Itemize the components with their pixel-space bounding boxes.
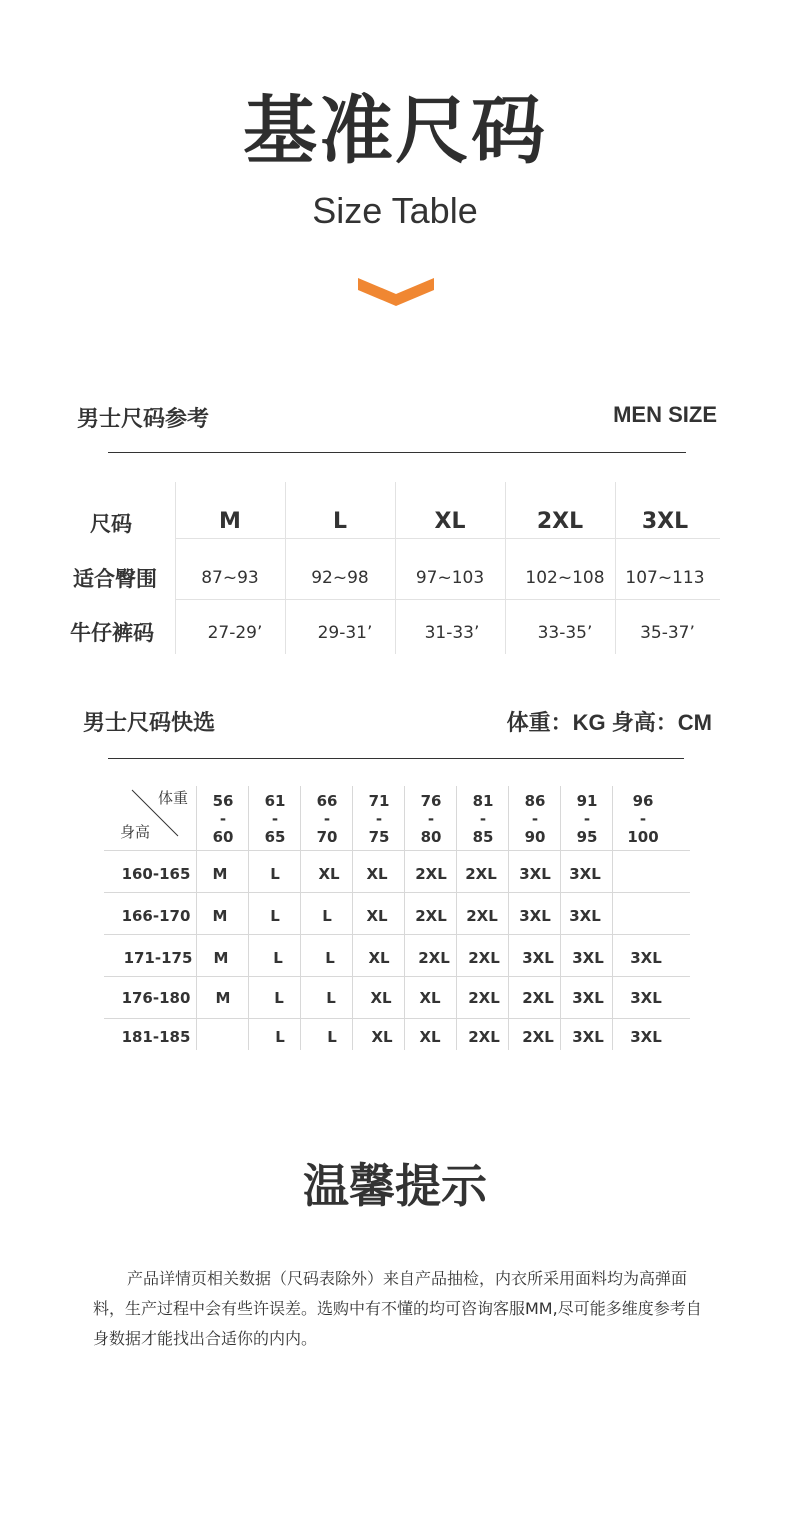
weight-range-end: 80 xyxy=(420,828,442,846)
size-cell: 3XL xyxy=(572,949,604,967)
height-range-label: 181-185 xyxy=(121,1028,191,1046)
weight-range-start: 61 xyxy=(264,792,286,810)
section-units-label: 体重：KG 身高：CM xyxy=(506,710,712,735)
size-header: M xyxy=(219,509,241,534)
size-cell: 2XL xyxy=(468,989,500,1007)
weight-range-end: 85 xyxy=(472,828,494,846)
jeans-value: 27-29’ xyxy=(207,623,263,643)
size-row-label: 尺码 xyxy=(90,512,132,536)
size-cell: 3XL xyxy=(569,865,601,883)
section-men-size-title: 男士尺码参考 xyxy=(77,407,210,432)
weight-axis-label: 体重 xyxy=(158,789,189,807)
weight-range-header xyxy=(457,792,509,846)
weight-range-start: 56 xyxy=(212,792,234,810)
size-header: 3XL xyxy=(641,509,689,534)
weight-range-header xyxy=(509,792,561,846)
weight-range-end: 100 xyxy=(627,828,659,846)
size-cell: 2XL xyxy=(468,949,500,967)
hip-value: 87~93 xyxy=(201,568,259,588)
size-cell: L xyxy=(325,949,335,967)
jeans-value: 29-31’ xyxy=(317,623,373,643)
weight-range-dash: - xyxy=(479,810,487,828)
size-cell: 3XL xyxy=(572,989,604,1007)
size-cell: XL xyxy=(419,1028,441,1046)
weight-range-header xyxy=(613,792,673,846)
size-cell: 3XL xyxy=(519,907,551,925)
size-cell: 3XL xyxy=(630,1028,662,1046)
size-cell: 2XL xyxy=(466,907,498,925)
section-quick-select-title: 男士尺码快选 xyxy=(83,711,216,736)
weight-range-end: 65 xyxy=(264,828,286,846)
size-cell: XL xyxy=(370,989,392,1007)
size-cell: 2XL xyxy=(522,989,554,1007)
page-subtitle: Size Table xyxy=(312,190,478,231)
table-divider xyxy=(104,850,690,851)
size-cell: 2XL xyxy=(415,907,447,925)
size-cell: L xyxy=(275,1028,285,1046)
size-cell: M xyxy=(212,865,228,883)
size-cell: 3XL xyxy=(519,865,551,883)
size-header: 2XL xyxy=(536,509,584,534)
weight-range-header xyxy=(301,792,353,846)
weight-range-dash: - xyxy=(583,810,591,828)
height-range-label: 160-165 xyxy=(121,865,191,883)
size-cell: L xyxy=(326,989,336,1007)
weight-range-start: 96 xyxy=(632,792,654,810)
size-cell: L xyxy=(274,989,284,1007)
size-cell: XL xyxy=(318,865,340,883)
weight-range-header xyxy=(405,792,457,846)
weight-range-header xyxy=(353,792,405,846)
hip-row-label: 适合臀围 xyxy=(73,567,157,591)
table-divider xyxy=(104,892,690,893)
hip-value: 102~108 xyxy=(525,568,605,588)
weight-range-header xyxy=(197,792,249,846)
hip-value: 107~113 xyxy=(625,568,705,588)
size-cell: L xyxy=(270,865,280,883)
size-cell: 2XL xyxy=(522,1028,554,1046)
weight-range-end: 70 xyxy=(316,828,338,846)
weight-range-end: 60 xyxy=(212,828,234,846)
weight-range-start: 66 xyxy=(316,792,338,810)
weight-range-end: 95 xyxy=(576,828,598,846)
jeans-value: 31-33’ xyxy=(424,623,480,643)
weight-range-start: 71 xyxy=(368,792,390,810)
table-divider xyxy=(104,934,690,935)
tips-body: 产品详情页相关数据（尺码表除外）来自产品抽检，内衣所采用面料均为高弹面料，生产过程中会有些许误差。选购中有不懂的均可咨询客服MM,尽可能多维度参考自身数据才能找出合适你的内内。 xyxy=(93,1269,702,1348)
size-cell: L xyxy=(327,1028,337,1046)
size-cell: 2XL xyxy=(468,1028,500,1046)
weight-range-start: 86 xyxy=(524,792,546,810)
weight-range-start: 81 xyxy=(472,792,494,810)
weight-range-end: 90 xyxy=(524,828,546,846)
page-title: 基准尺码 xyxy=(243,88,547,174)
weight-range-start: 76 xyxy=(420,792,442,810)
size-cell: 3XL xyxy=(630,949,662,967)
jeans-row-label: 牛仔裤码 xyxy=(70,621,154,645)
weight-range-end: 75 xyxy=(368,828,390,846)
size-header: L xyxy=(332,509,348,534)
size-cell: XL xyxy=(366,907,388,925)
height-axis-label: 身高 xyxy=(120,823,151,841)
size-cell: 2XL xyxy=(465,865,497,883)
hip-value: 92~98 xyxy=(311,568,369,588)
table-divider xyxy=(104,976,690,977)
height-range-label: 171-175 xyxy=(123,949,193,967)
size-cell: 3XL xyxy=(572,1028,604,1046)
size-cell: XL xyxy=(366,865,388,883)
section-men-size-label: MEN SIZE xyxy=(613,402,717,427)
weight-range-dash: - xyxy=(375,810,383,828)
weight-range-dash: - xyxy=(639,810,647,828)
weight-range-dash: - xyxy=(219,810,227,828)
weight-range-dash: - xyxy=(271,810,279,828)
size-cell: L xyxy=(322,907,332,925)
size-cell: XL xyxy=(368,949,390,967)
tips-title: 温馨提示 xyxy=(303,1159,487,1213)
size-cell: 3XL xyxy=(569,907,601,925)
table-divider xyxy=(104,1018,690,1019)
size-cell: 3XL xyxy=(630,989,662,1007)
size-cell: M xyxy=(212,907,228,925)
size-cell: 3XL xyxy=(522,949,554,967)
size-cell: XL xyxy=(371,1028,393,1046)
size-cell: M xyxy=(215,989,231,1007)
size-cell: L xyxy=(273,949,283,967)
size-cell: M xyxy=(213,949,229,967)
height-range-label: 166-170 xyxy=(121,907,191,925)
weight-range-dash: - xyxy=(323,810,331,828)
weight-range-dash: - xyxy=(427,810,435,828)
size-cell: XL xyxy=(419,989,441,1007)
size-header: XL xyxy=(434,509,466,534)
jeans-value: 35-37’ xyxy=(640,623,695,643)
size-cell: 2XL xyxy=(418,949,450,967)
weight-range-header xyxy=(249,792,301,846)
size-cell: L xyxy=(270,907,280,925)
hip-value: 97~103 xyxy=(415,568,485,588)
weight-range-header xyxy=(561,792,613,846)
weight-range-start: 91 xyxy=(576,792,598,810)
weight-range-dash: - xyxy=(531,810,539,828)
jeans-value: 33-35’ xyxy=(537,623,593,643)
height-range-label: 176-180 xyxy=(121,989,191,1007)
size-cell: 2XL xyxy=(415,865,447,883)
